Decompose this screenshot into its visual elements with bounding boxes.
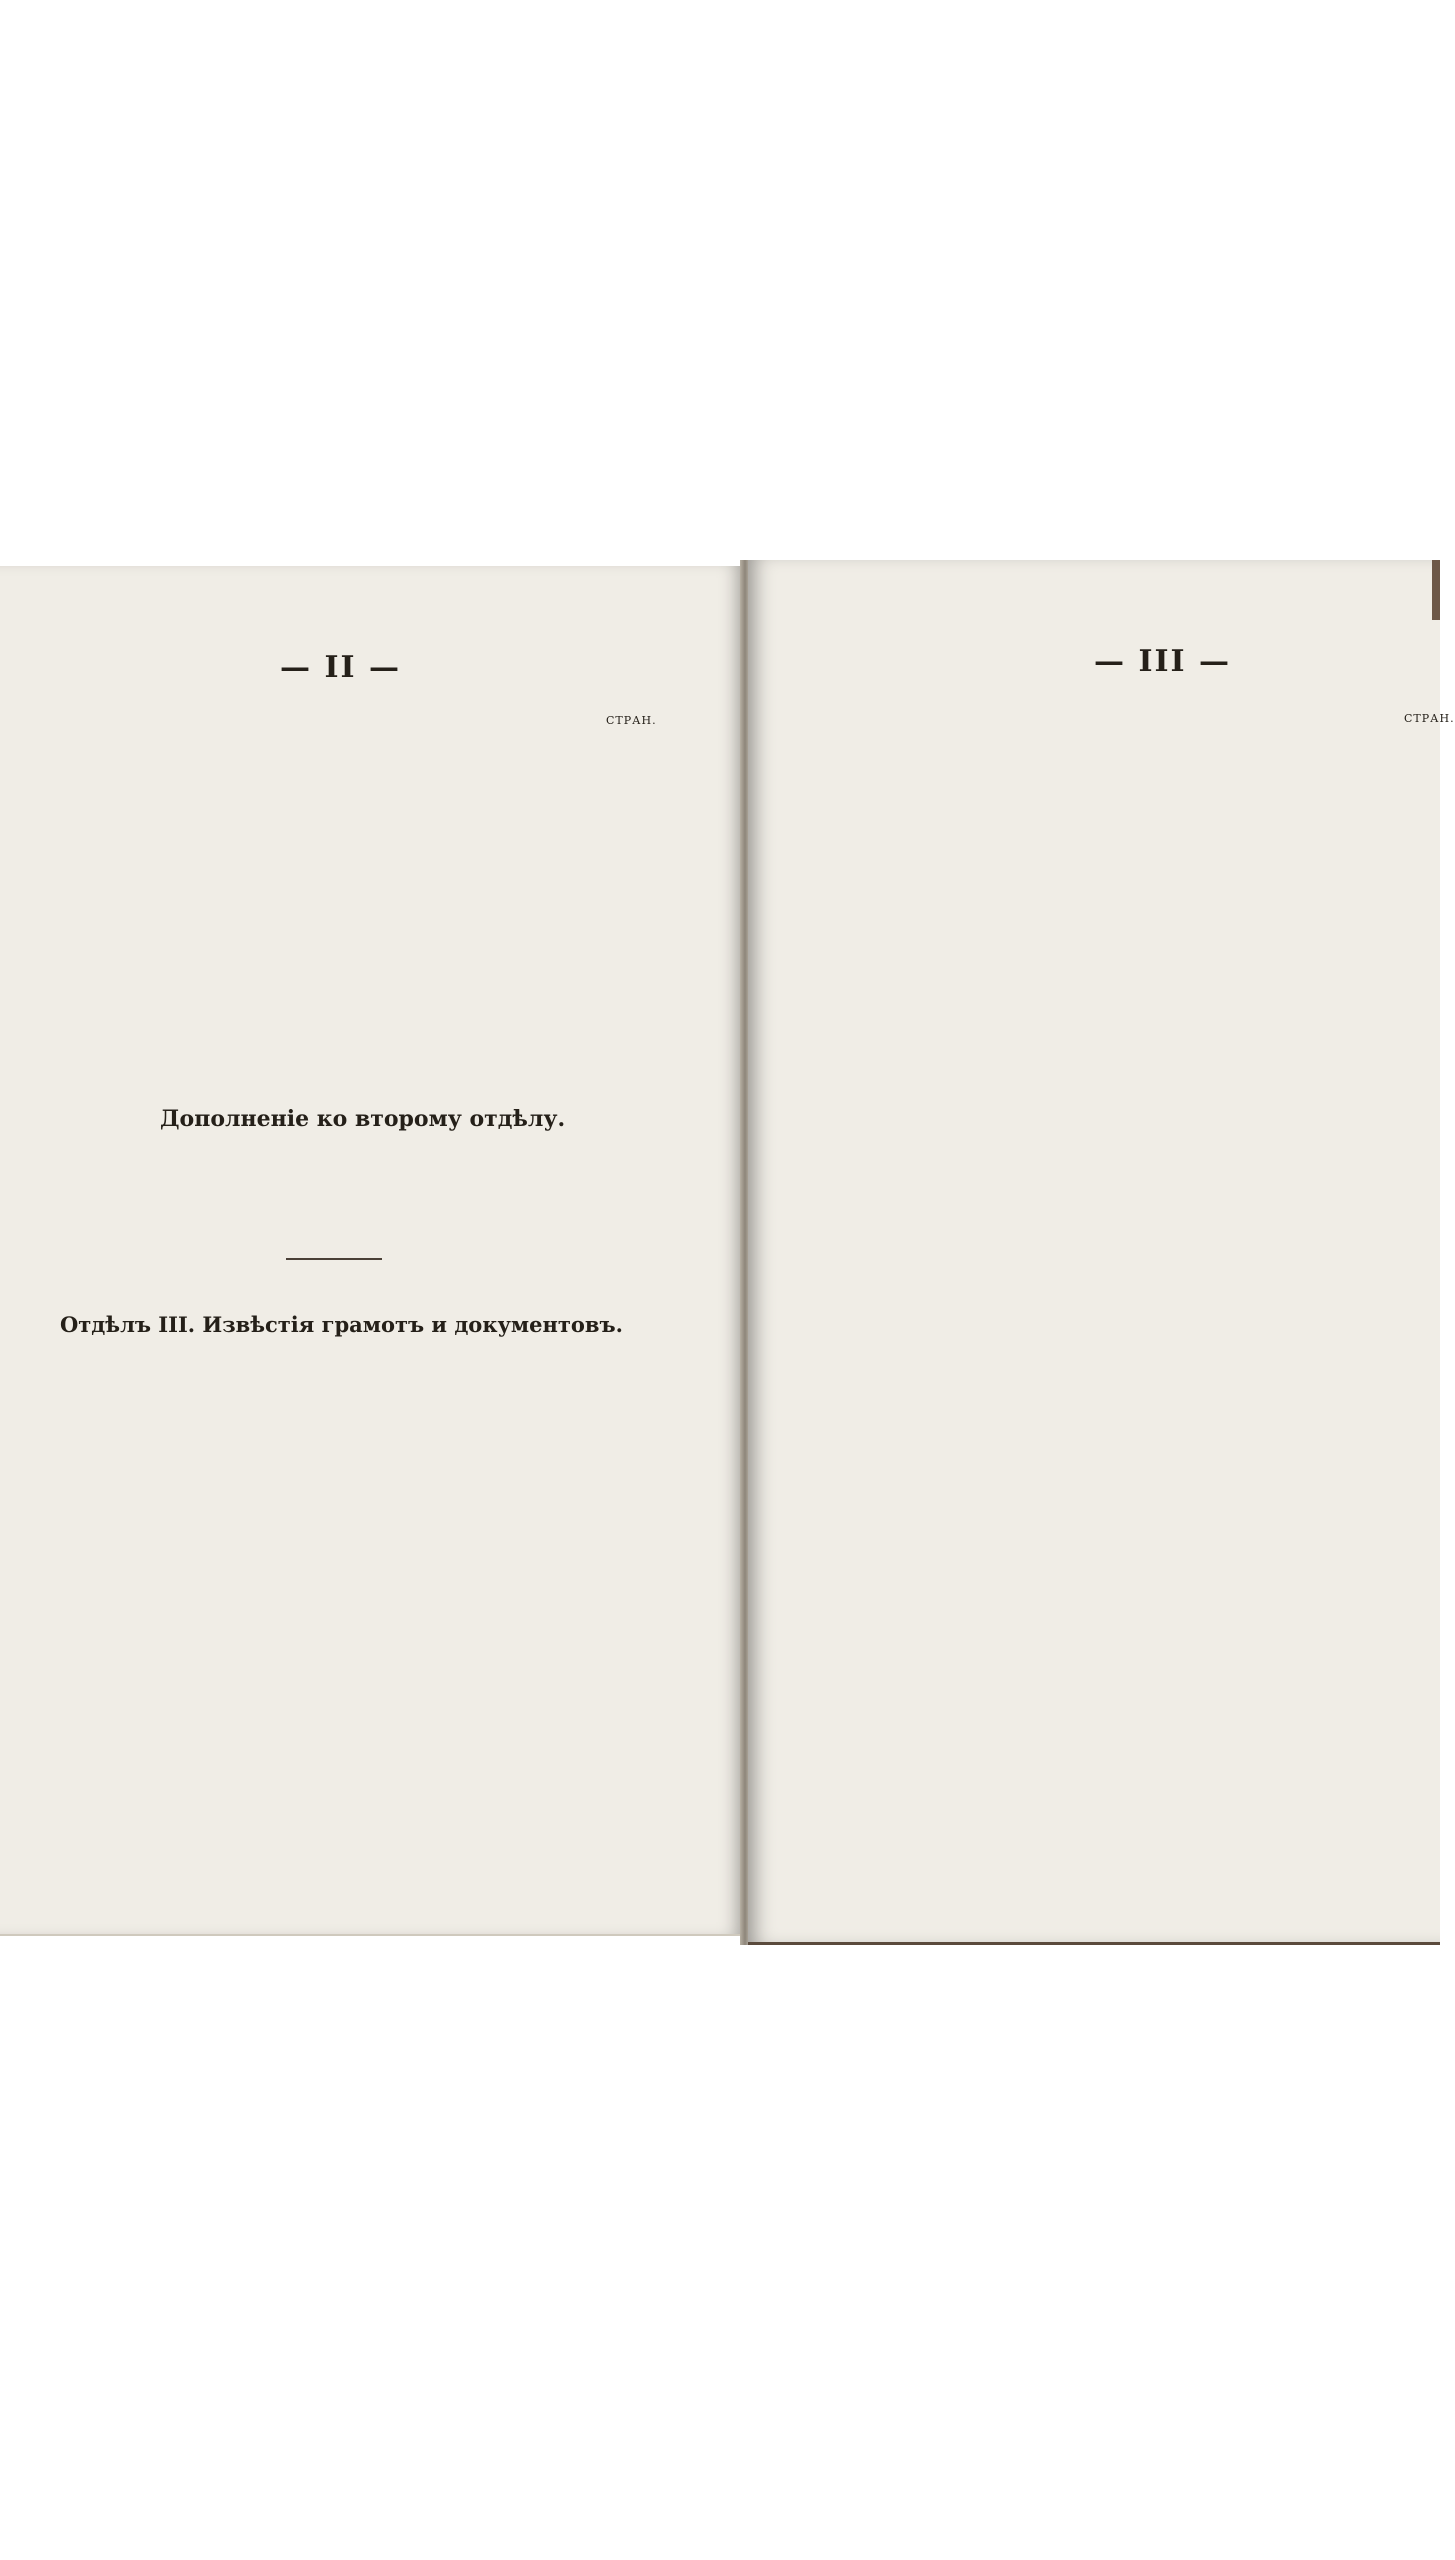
toc-row xyxy=(8,798,648,828)
toc-row xyxy=(8,890,648,920)
section-divider xyxy=(286,1258,382,1260)
open-book xyxy=(0,560,1455,1960)
page-edge xyxy=(1432,560,1440,620)
supplement-heading: Дополненіе ко второму отдѣлу. xyxy=(160,1106,566,1132)
right-page xyxy=(748,560,1455,1945)
toc-row xyxy=(8,982,648,1012)
toc-row xyxy=(8,859,648,889)
toc-row xyxy=(8,952,648,982)
toc-row xyxy=(8,1013,648,1043)
toc-row xyxy=(8,828,648,858)
left-page-header: — II — xyxy=(280,650,401,685)
toc-row xyxy=(8,1075,648,1105)
right-page-header: — III — xyxy=(1094,644,1231,679)
toc-row xyxy=(8,736,648,766)
left-column-label: СТРАН. xyxy=(606,714,657,727)
toc-row xyxy=(8,1044,648,1074)
toc-row xyxy=(8,921,648,951)
right-column-label: СТРАН. xyxy=(1404,712,1455,725)
toc-row xyxy=(8,767,648,797)
section-heading: Отдѣлъ III. Извѣстія грамотъ и документовъ. xyxy=(60,1312,623,1337)
left-page xyxy=(0,566,742,1936)
